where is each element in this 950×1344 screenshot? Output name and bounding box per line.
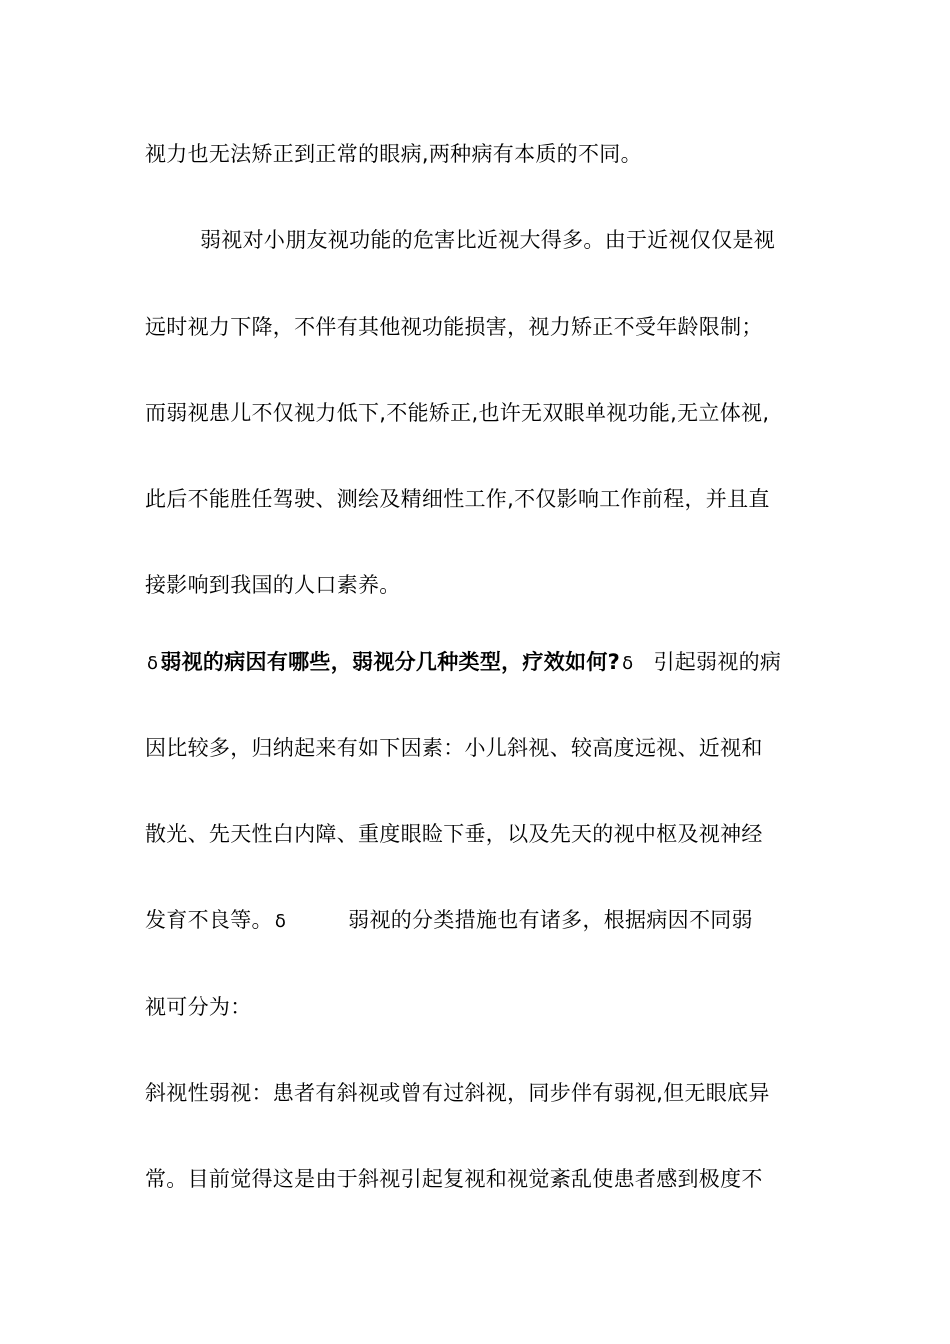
heading-line: [145, 648, 810, 678]
text-line-4: 而弱视患儿不仅视力低下,不能矫正,也许无双眼单视功能,无立体视,: [145, 401, 770, 425]
text-line-5: 此后不能胜任驾驶、测绘及精细性工作,不仅影响工作前程，并且直: [145, 487, 770, 511]
text-line-11: 视可分为：: [145, 995, 252, 1019]
answer-start: 引起弱视的病: [653, 650, 782, 674]
text-line-12: 斜视性弱视：患者有斜视或曾有过斜视，同步伴有弱视,但无眼底异: [145, 1081, 770, 1105]
text-line-8: 因比较多，归纳起来有如下因素：小儿斜视、较高度远视、近视和: [145, 736, 763, 760]
text-line-10-part2: 弱视的分类措施也有诸多，根据病因不同弱: [348, 908, 753, 932]
text-line-1: 视力也无法矫正到正常的眼病,两种病有本质的不同。: [145, 142, 642, 166]
bullet-mark-icon: ẟ: [622, 653, 634, 674]
text-line-10: [145, 906, 810, 936]
text-line-9: 散光、先天性白内障、重度眼睑下垂，以及先天的视中枢及视神经: [145, 822, 763, 846]
section-question: 弱视的病因有哪些，弱视分几种类型，疗效如何?: [160, 650, 621, 674]
text-line-3: 远时视力下降，不伴有其他视功能损害，视力矫正不受年龄限制；: [145, 315, 763, 339]
text-line-2: 弱视对小朋友视功能的危害比近视大得多。由于近视仅仅是视: [200, 228, 776, 252]
bullet-mark-icon: ẟ: [147, 653, 159, 674]
bullet-mark-icon: ẟ: [274, 911, 287, 932]
text-line-6: 接影响到我国的人口素养。: [145, 573, 401, 597]
text-line-10-part1: 发育不良等。: [145, 908, 273, 932]
text-line-13: 常。目前觉得这是由于斜视引起复视和视觉紊乱使患者感到极度不: [145, 1167, 763, 1191]
